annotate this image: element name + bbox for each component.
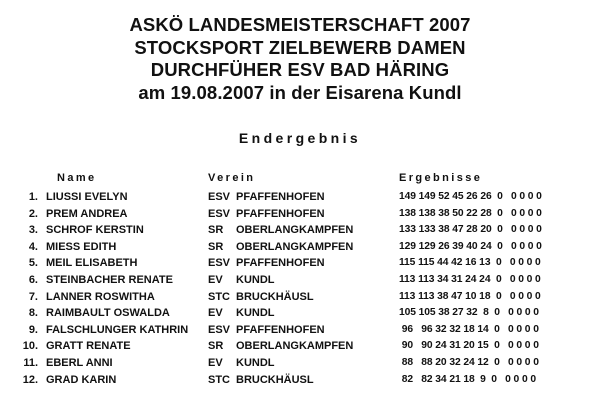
table-row <box>0 322 600 339</box>
title-line-2: STOCKSPORT ZIELBEWERB DAMEN <box>134 36 466 58</box>
name-cell: SCHROF KERSTIN <box>46 224 144 237</box>
rank-cell: 5. <box>28 257 38 270</box>
results-table <box>0 189 600 388</box>
results-cell: 129 129 26 39 40 24 0 0 0 0 0 <box>399 240 542 252</box>
rank-cell: 11. <box>23 356 38 369</box>
club-type-cell: SR <box>208 240 224 253</box>
document-title <box>0 14 600 104</box>
title-line-3: DURCHFÜHER ESV BAD HÄRING <box>150 59 450 80</box>
column-header-verein: Verein <box>208 172 256 184</box>
title-line-1: ASKÖ LANDESMEISTERSCHAFT 2007 <box>129 14 471 35</box>
table-row <box>0 189 600 206</box>
club-type-cell: STC <box>208 373 230 386</box>
table-row <box>0 272 600 289</box>
club-name-cell: BRUCKHÄUSL <box>236 290 314 303</box>
rank-cell: 3. <box>28 224 38 237</box>
table-row <box>0 222 600 239</box>
club-name-cell: KUNDL <box>236 356 275 369</box>
club-type-cell: EV <box>208 273 223 286</box>
name-cell: LIUSSI EVELYN <box>46 191 128 203</box>
name-cell: MEIL ELISABETH <box>46 257 138 270</box>
results-cell: 113 113 38 47 10 18 0 0 0 0 0 <box>399 290 541 302</box>
club-name-cell: OBERLANGKAMPFEN <box>236 340 354 353</box>
club-name-cell: PFAFFENHOFEN <box>236 323 325 336</box>
club-name-cell: KUNDL <box>236 273 275 286</box>
table-row <box>0 206 600 223</box>
results-cell: 96 96 32 32 18 14 0 0 0 0 0 <box>399 323 539 335</box>
rank-cell: 1. <box>28 191 38 203</box>
table-row <box>0 372 600 389</box>
club-name-cell: BRUCKHÄUSL <box>236 373 314 386</box>
name-cell: GRAD KARIN <box>46 373 117 386</box>
rank-cell: 6. <box>28 273 38 286</box>
table-row <box>0 355 600 372</box>
name-cell: MIESS EDITH <box>46 240 117 253</box>
rank-cell: 7. <box>28 290 38 303</box>
results-cell: 138 138 38 50 22 28 0 0 0 0 0 <box>399 207 542 219</box>
club-type-cell: SR <box>208 340 224 353</box>
name-cell: STEINBACHER RENATE <box>46 273 173 286</box>
club-type-cell: ESV <box>208 323 231 336</box>
club-type-cell: EV <box>208 356 223 369</box>
title-line-4: am 19.08.2007 in der Eisarena Kundl <box>138 81 462 103</box>
club-name-cell: OBERLANGKAMPFEN <box>236 240 354 253</box>
results-cell: 90 90 24 31 20 15 0 0 0 0 0 <box>399 340 539 352</box>
club-name-cell: PFAFFENHOFEN <box>236 257 325 270</box>
table-row <box>0 289 600 306</box>
results-cell: 82 82 34 21 18 9 0 0 0 0 0 <box>399 373 536 385</box>
name-cell: RAIMBAULT OSWALDA <box>46 307 170 320</box>
name-cell: FALSCHLUNGER KATHRIN <box>46 323 189 336</box>
rank-cell: 12. <box>22 373 38 386</box>
rank-cell: 4. <box>28 240 38 253</box>
table-row <box>0 239 600 256</box>
club-type-cell: ESV <box>208 191 231 203</box>
club-type-cell: STC <box>208 290 230 303</box>
club-name-cell: KUNDL <box>236 307 275 320</box>
rank-cell: 8. <box>28 307 38 320</box>
club-name-cell: PFAFFENHOFEN <box>236 191 325 203</box>
results-cell: 115 115 44 42 16 13 0 0 0 0 0 <box>399 257 541 269</box>
name-cell: PREM ANDREA <box>46 207 128 220</box>
column-header-ergebnisse: Ergebnisse <box>399 172 483 184</box>
table-row <box>0 338 600 355</box>
club-type-cell: EV <box>208 307 223 320</box>
club-type-cell: ESV <box>208 257 231 270</box>
name-cell: EBERL ANNI <box>46 356 113 369</box>
club-name-cell: OBERLANGKAMPFEN <box>236 224 354 237</box>
column-header-name: Name <box>57 172 97 184</box>
subtitle-endergebnis: Endergebnis <box>238 130 362 146</box>
club-name-cell: PFAFFENHOFEN <box>236 207 325 220</box>
results-cell: 149 149 52 45 26 26 0 0 0 0 0 <box>399 191 542 202</box>
results-cell: 133 133 38 47 28 20 0 0 0 0 0 <box>399 224 542 236</box>
results-cell: 88 88 20 32 24 12 0 0 0 0 0 <box>399 356 539 368</box>
club-type-cell: SR <box>208 224 224 237</box>
table-row <box>0 305 600 322</box>
results-cell: 105 105 38 27 32 8 0 0 0 0 0 <box>399 307 539 319</box>
name-cell: GRATT RENATE <box>46 340 131 353</box>
rank-cell: 2. <box>28 207 38 220</box>
name-cell: LANNER ROSWITHA <box>46 290 155 303</box>
rank-cell: 9. <box>28 323 38 336</box>
results-cell: 113 113 34 31 24 24 0 0 0 0 0 <box>399 273 541 285</box>
table-row <box>0 255 600 272</box>
rank-cell: 10. <box>22 340 38 353</box>
club-type-cell: ESV <box>208 207 231 220</box>
